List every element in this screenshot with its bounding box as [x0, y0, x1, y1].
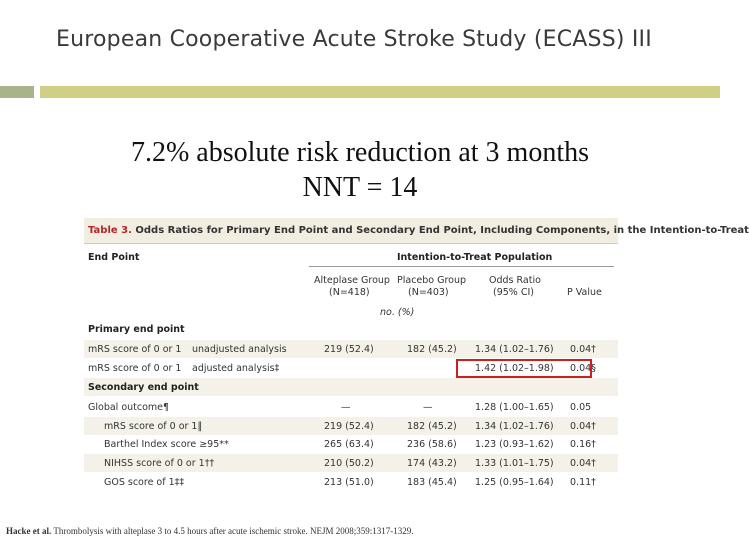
row-p: 0.04† — [570, 458, 596, 469]
row-p: 0.16† — [570, 439, 596, 450]
row-alteplase: — — [341, 402, 351, 413]
col-header-endpoint: End Point — [88, 252, 140, 263]
col-header-alteplase-n: (N=418) — [329, 287, 370, 298]
row-placebo: 182 (45.2) — [407, 344, 457, 355]
table-number: Table 3. — [88, 225, 132, 236]
col-header-or: Odds Ratio — [489, 275, 541, 286]
col-header-placebo-n: (N=403) — [408, 287, 449, 298]
row-p: 0.04† — [570, 344, 596, 355]
section-secondary: Secondary end point — [88, 382, 199, 393]
row-label: GOS score of 1‡‡ — [104, 477, 185, 488]
row-alteplase: 219 (52.4) — [324, 344, 374, 355]
row-or: 1.25 (0.95–1.64) — [475, 477, 554, 488]
col-header-p: P Value — [567, 287, 602, 298]
row-p: 0.05 — [570, 402, 592, 413]
headline-risk-reduction: 7.2% absolute risk reduction at 3 months — [130, 137, 590, 168]
row-alteplase: 265 (63.4) — [324, 439, 374, 450]
citation — [6, 526, 414, 536]
table-title-text: Odds Ratios for Primary End Point and Secondary End Point, Including Components, in the Intention-to-Treat — [131, 225, 749, 236]
slide-title: European Cooperative Acute Stroke Study (ECASS) III — [56, 27, 652, 52]
row-p: 0.11† — [570, 477, 596, 488]
col-header-itt: Intention-to-Treat Population — [397, 252, 553, 263]
row-placebo: 183 (45.4) — [407, 477, 457, 488]
row-analysis: unadjusted analysis — [192, 344, 287, 355]
headline-nnt: NNT = 14 — [302, 172, 418, 203]
row-placebo: 182 (45.2) — [407, 421, 457, 432]
table-title — [84, 218, 749, 244]
decorative-bar-small — [0, 86, 34, 98]
row-or: 1.34 (1.02–1.76) — [475, 344, 554, 355]
row-or: 1.33 (1.01–1.75) — [475, 458, 554, 469]
citation-text: Thrombolysis with alteplase 3 to 4.5 hours after acute ischemic stroke. NEJM 2008;359:1317-1329. — [51, 526, 414, 536]
col-header-alteplase: Alteplase Group — [314, 275, 390, 286]
row-p: 0.04† — [570, 421, 596, 432]
row-or: 1.42 (1.02–1.98) — [475, 363, 554, 374]
row-placebo: 174 (43.2) — [407, 458, 457, 469]
row-label: mRS score of 0 or 1‖ — [104, 421, 203, 432]
row-placebo: — — [423, 402, 433, 413]
row-or: 1.23 (0.93–1.62) — [475, 439, 554, 450]
results-table-image — [84, 218, 749, 498]
row-p: 0.04§ — [570, 363, 596, 374]
citation-author: Hacke et al. — [6, 526, 52, 536]
row-label: mRS score of 0 or 1 — [88, 363, 182, 374]
row-label: mRS score of 0 or 1 — [88, 344, 182, 355]
row-analysis: adjusted analysis‡ — [192, 363, 280, 374]
row-alteplase: 213 (51.0) — [324, 477, 374, 488]
row-placebo: 236 (58.6) — [407, 439, 457, 450]
row-or: 1.28 (1.00–1.65) — [475, 402, 554, 413]
col-header-placebo: Placebo Group — [397, 275, 467, 286]
row-or: 1.34 (1.02–1.76) — [475, 421, 554, 432]
unit-label: no. (%) — [380, 307, 415, 318]
section-primary: Primary end point — [88, 324, 185, 335]
row-label: NIHSS score of 0 or 1†† — [104, 458, 215, 469]
decorative-bar-long — [40, 86, 720, 98]
row-alteplase: 219 (52.4) — [324, 421, 374, 432]
row-alteplase: 210 (50.2) — [324, 458, 374, 469]
itt-underline — [309, 266, 614, 267]
row-label: Global outcome¶ — [88, 402, 170, 413]
col-header-or-ci: (95% CI) — [493, 287, 534, 298]
row-label: Barthel Index score ≥95** — [104, 439, 229, 450]
highlight-box-adjusted-or — [456, 359, 592, 378]
